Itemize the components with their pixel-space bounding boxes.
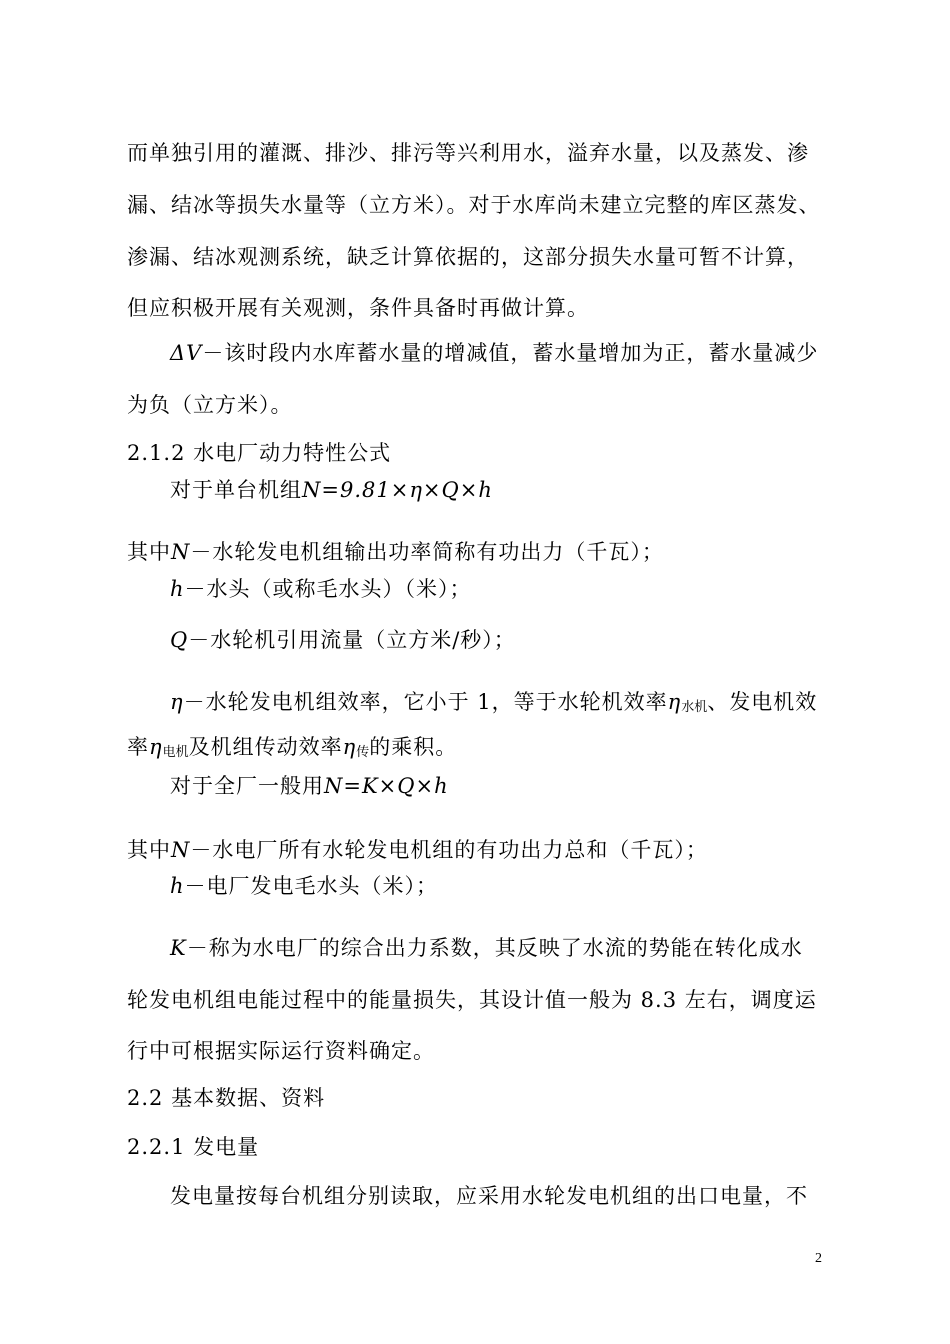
delta-v-definition <box>170 339 818 367</box>
plant-n-symbol: N <box>171 838 191 862</box>
section-heading-2-1-2: 2.1.2 水电厂动力特性公式 <box>127 441 392 465</box>
eta-turbine-symbol: η <box>667 690 682 714</box>
paragraph-line: 发电量按每台机组分别读取，应采用水轮发电机组的出口电量，不 <box>170 1184 808 1208</box>
q-definition <box>170 626 516 654</box>
eta-generator-subscript: 电机 <box>162 745 189 760</box>
n-definition <box>127 538 664 566</box>
k-symbol: K <box>170 936 187 960</box>
h-definition <box>170 575 472 603</box>
delta-v-symbol: ΔV <box>170 341 203 365</box>
section-heading-2-2: 2.2 基本数据、资料 <box>127 1086 326 1110</box>
unit-formula: N=9.81×η×Q×h <box>302 478 493 502</box>
plant-h-description: －电厂发电毛水头（米）； <box>184 874 439 898</box>
paragraph-line: 而单独引用的灌溉、排沙、排污等兴利用水，溢弃水量，以及蒸发、渗 <box>127 141 809 165</box>
eta-definition-line2 <box>127 733 457 767</box>
plant-formula: N=K×Q×h <box>324 774 449 798</box>
n-symbol: N <box>171 540 191 564</box>
eta-text: 率 <box>127 735 149 759</box>
unit-formula-line <box>170 476 493 504</box>
eta-turbine-subscript: 水机 <box>681 700 708 715</box>
unit-formula-prefix: 对于单台机组 <box>170 478 302 502</box>
eta-text: 及机组传动效率 <box>188 735 343 759</box>
plant-n-description: －水电厂所有水轮发电机组的有功出力总和（千瓦）； <box>190 838 708 862</box>
eta-symbol: η <box>170 690 184 714</box>
q-description: －水轮机引用流量（立方米/秒）； <box>188 628 516 652</box>
n-description: －水轮发电机组输出功率简称有功出力（千瓦）； <box>190 540 664 564</box>
k-definition <box>170 934 803 962</box>
page-number: 2 <box>815 1251 822 1266</box>
eta-text: 的乘积。 <box>369 735 458 759</box>
paragraph-line: 渗漏、结冰观测系统，缺乏计算依据的，这部分损失水量可暂不计算， <box>127 245 809 269</box>
plant-formula-prefix: 对于全厂一般用 <box>170 774 324 798</box>
paragraph-line: 但应积极开展有关观测，条件具备时再做计算。 <box>127 296 589 320</box>
k-description: －称为水电厂的综合出力系数，其反映了水流的势能在转化成水 <box>186 936 803 960</box>
paragraph-line: 漏、结冰等损失水量等（立方米）。对于水库尚未建立完整的库区蒸发、 <box>127 193 821 217</box>
where-label: 其中 <box>127 838 171 862</box>
section-heading-2-2-1: 2.2.1 发电量 <box>127 1135 260 1159</box>
delta-v-text: －该时段内水库蓄水量的增减值，蓄水量增加为正，蓄水量减少 <box>202 341 819 365</box>
paragraph-line: 为负（立方米）。 <box>127 393 293 417</box>
eta-generator-symbol: η <box>149 735 163 759</box>
eta-transmission-symbol: η <box>342 735 357 759</box>
eta-transmission-subscript: 传 <box>356 745 370 760</box>
plant-formula-line <box>170 772 449 800</box>
eta-description-cont: 、发电机效 <box>707 690 818 714</box>
eta-description: －水轮发电机组效率，它小于 1，等于水轮机效率 <box>183 690 668 714</box>
h-description: －水头（或称毛水头）（米）； <box>184 577 472 601</box>
h-symbol: h <box>170 577 185 601</box>
eta-definition <box>170 688 817 722</box>
plant-n-definition <box>127 836 708 864</box>
q-symbol: Q <box>170 628 189 652</box>
plant-h-definition <box>170 872 438 900</box>
paragraph-line: 行中可根据实际运行资料确定。 <box>127 1039 435 1063</box>
paragraph-line: 轮发电机组电能过程中的能量损失，其设计值一般为 8.3 左右，调度运 <box>127 988 817 1012</box>
where-label: 其中 <box>127 540 171 564</box>
plant-h-symbol: h <box>170 874 185 898</box>
